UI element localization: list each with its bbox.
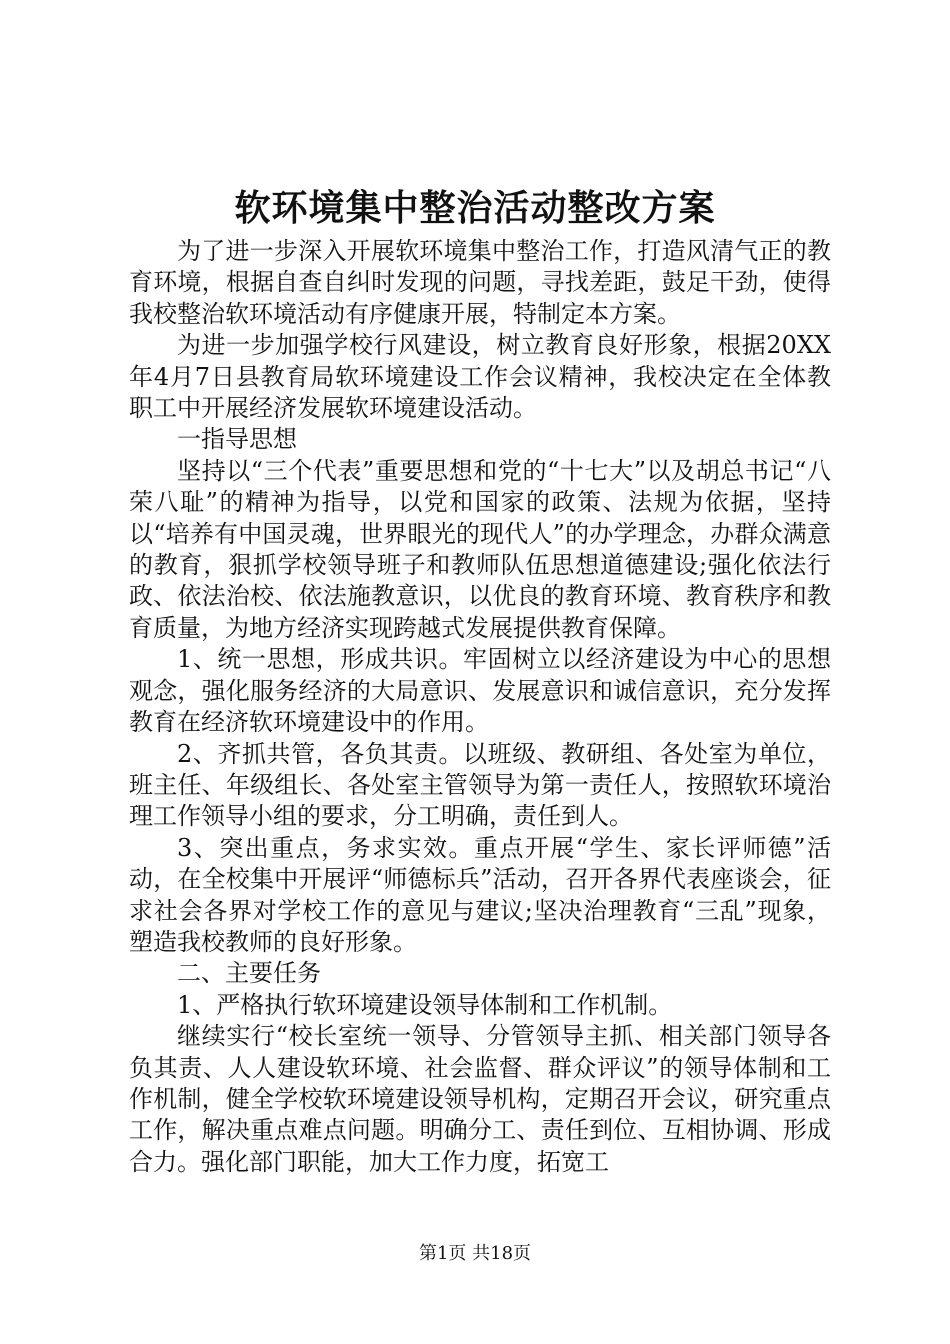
- page-footer: 第1页 共18页: [418, 1243, 532, 1264]
- paragraph: 继续实行“校长室统一领导、分管领导主抓、相关部门领导各负其责、人人建设软环境、社会监督、群众评议”的领导体制和工作机制，健全学校软环境建设领导机构，定期召开会议，研究重点工作，解决重点难点问题。明确分工、责任到位、互相协调、形成合力。强化部门职能，加大工作力度，拓宽工: [129, 1022, 831, 1176]
- subsection-heading: 1、严格执行软环境建设领导体制和工作机制。: [177, 990, 673, 1019]
- paragraph: 为进一步加强学校行风建设，树立教育良好形象，根据20XX年4月7日县教育局软环境建设工作会议精神，我校决定在全体教职工中开展经济发展软环境建设活动。: [129, 331, 831, 423]
- paragraph: 为了进一步深入开展软环境集中整治工作，打造风清气正的教育环境，根据自查自纠时发现的问题，寻找差距，鼓足干劲，使得我校整治软环境活动有序健康开展，特制定本方案。: [129, 237, 831, 328]
- document-body: [129, 236, 831, 1178]
- document-title: 软环境集中整治活动整改方案: [234, 187, 716, 229]
- paragraph: 坚持以“三个代表”重要思想和党的“十七大”以及胡总书记“八荣八耻”的精神为指导，以党和国家的政策、法规为依据，坚持以“培养有中国灵魂，世界眼光的现代人”的办学理念，办群众满意的教育，狠抓学校领导班子和教师队伍思想道德建设;强化依法行政、依法治校、依法施教意识，以优良的教育环境、教育秩序和教育质量，为地方经济实现跨越式发展提供教育保障。: [129, 456, 831, 642]
- section-heading: 二、主要任务: [177, 959, 321, 988]
- paragraph: 2、齐抓共管，各负其责。以班级、教研组、各处室为单位，班主任、年级组长、各处室主管领导为第一责任人，按照软环境治理工作领导小组的要求，分工明确，责任到人。: [129, 739, 831, 831]
- paragraph: 3、突出重点，务求实效。重点开展“学生、家长评师德”活动，在全校集中开展评“师德标兵”活动，召开各界代表座谈会，征求社会各界对学校工作的意见与建议;坚决治理教育“三乱”现象，塑造我校教师的良好形象。: [129, 833, 831, 956]
- section-heading: 一指导思想: [177, 425, 297, 454]
- paragraph: 1、统一思想，形成共识。牢固树立以经济建设为中心的思想观念，强化服务经济的大局意识、发展意识和诚信意识，充分发挥教育在经济软环境建设中的作用。: [129, 645, 831, 737]
